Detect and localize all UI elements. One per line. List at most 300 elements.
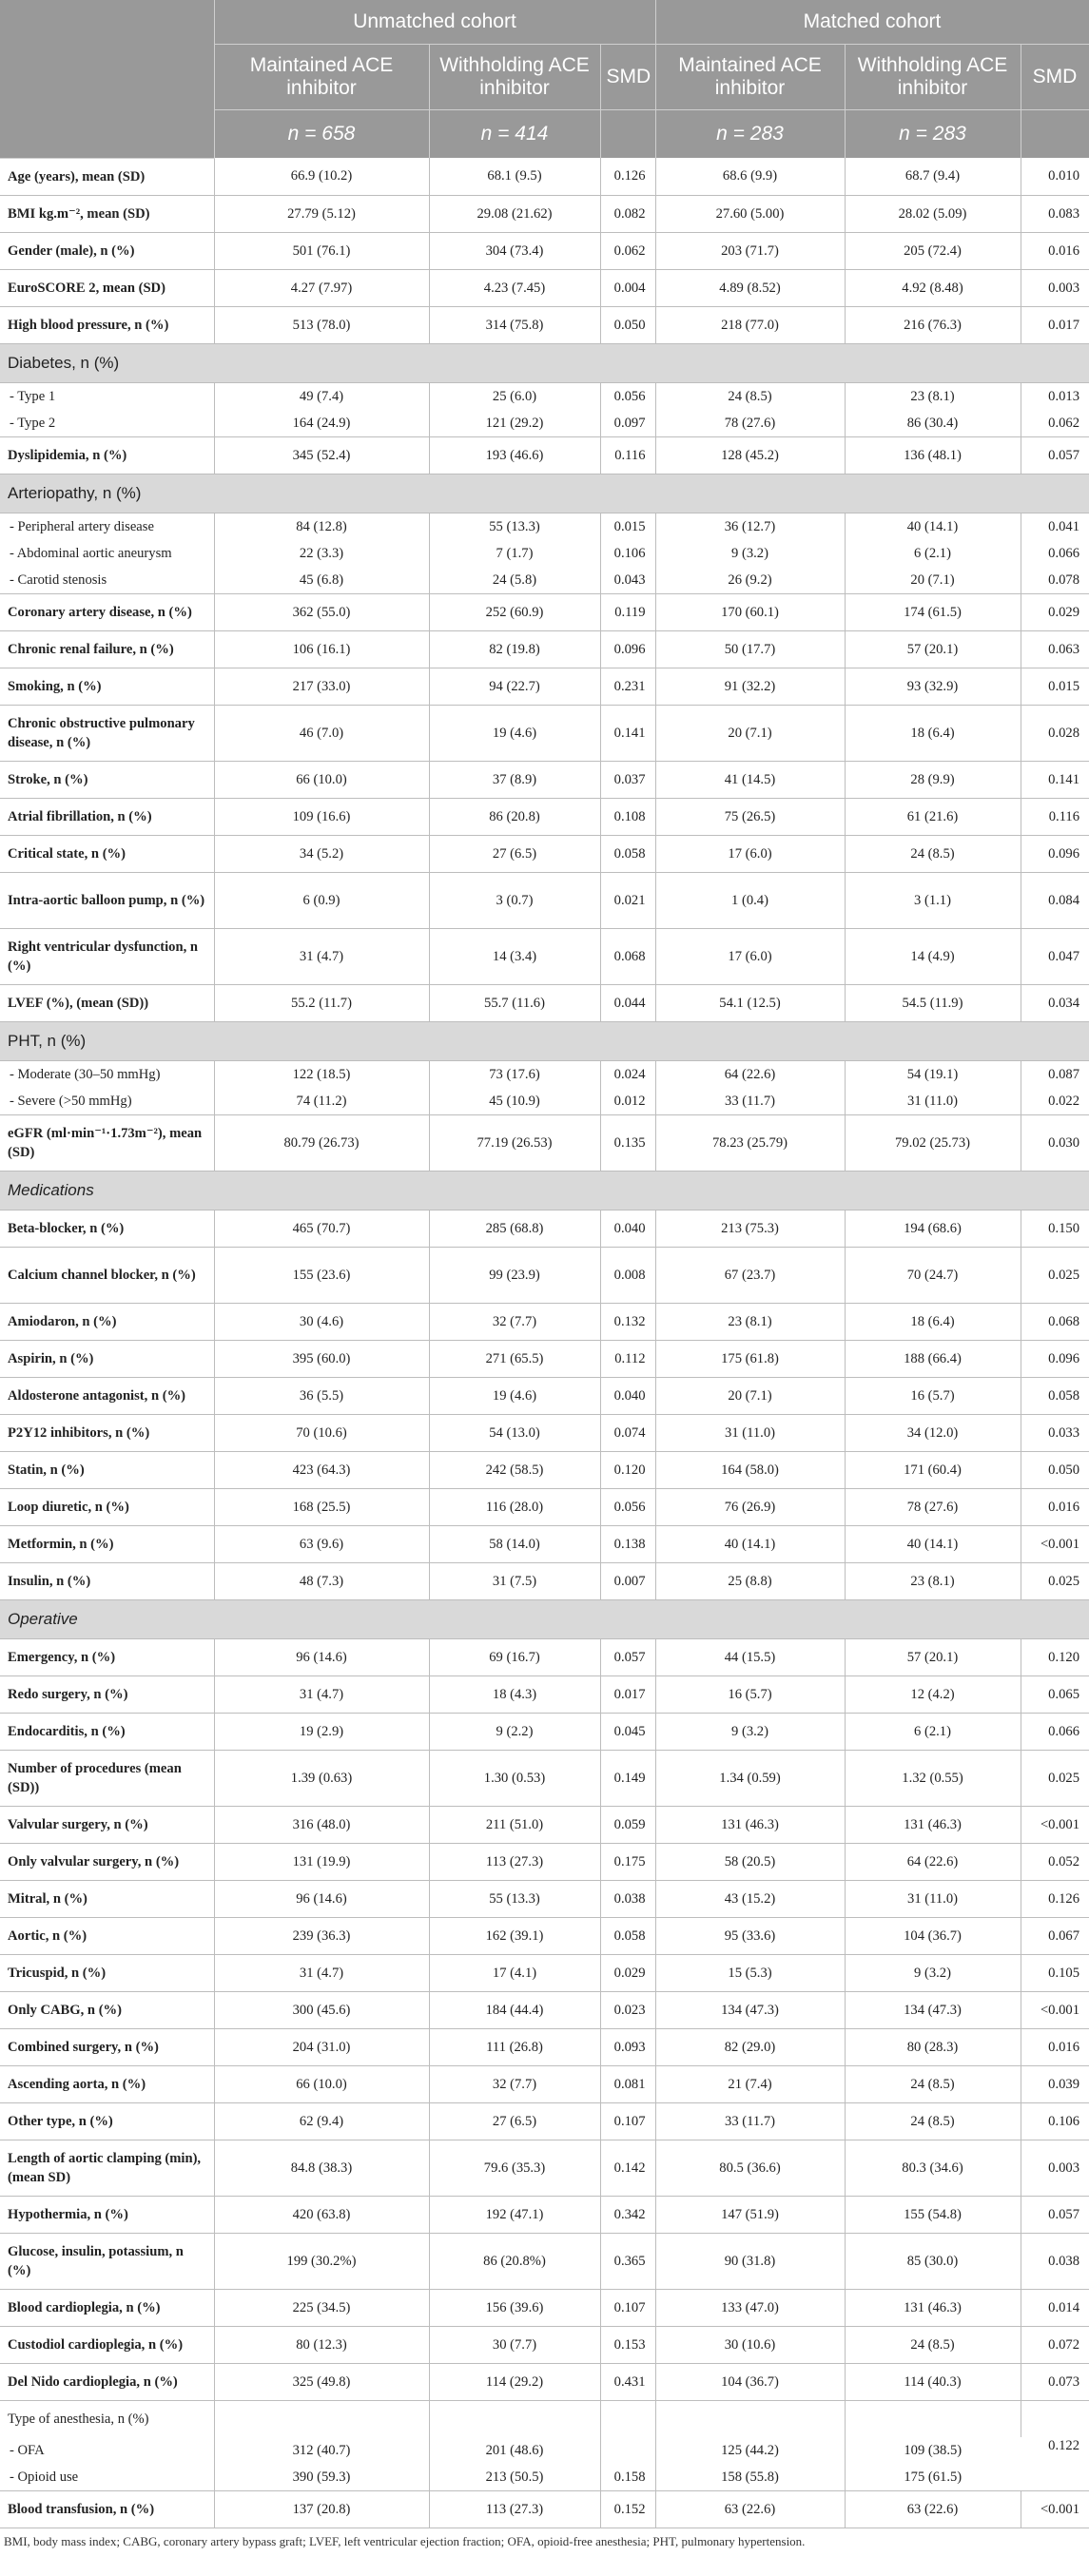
unmatched-smd-value: 0.062 <box>600 232 655 269</box>
matched-maintained-value: 33 (11.7) <box>655 2102 845 2140</box>
unmatched-maintained-value: 36 (5.5) <box>214 1377 429 1414</box>
header-n-um-maintained: n = 658 <box>214 110 429 159</box>
matched-withholding-value: 194 (68.6) <box>845 1210 1021 1247</box>
table-row <box>0 1525 1089 1562</box>
matched-smd-value: 0.010 <box>1021 158 1089 195</box>
matched-maintained-value: 16 (5.7) <box>655 1675 845 1713</box>
subcategory-row <box>0 410 1089 437</box>
unmatched-smd-value: 0.024 <box>600 1060 655 1088</box>
matched-withholding-value: 28 (9.9) <box>845 761 1021 798</box>
matched-maintained-value: 78.23 (25.79) <box>655 1114 845 1171</box>
unmatched-withholding-value: 201 (48.6) <box>429 2437 600 2464</box>
matched-withholding-value: 24 (8.5) <box>845 2065 1021 2102</box>
matched-maintained-value: 128 (45.2) <box>655 436 845 474</box>
unmatched-maintained-value: 45 (6.8) <box>214 567 429 594</box>
row-label: Atrial fibrillation, n (%) <box>0 798 214 835</box>
matched-maintained-value: 104 (36.7) <box>655 2363 845 2400</box>
unmatched-withholding-value: 94 (22.7) <box>429 668 600 705</box>
unmatched-maintained-value: 316 (48.0) <box>214 1806 429 1843</box>
row-label: Only CABG, n (%) <box>0 1991 214 2028</box>
unmatched-smd-value: 0.021 <box>600 872 655 928</box>
unmatched-withholding-value: 55.7 (11.6) <box>429 984 600 1021</box>
row-label: Dyslipidemia, n (%) <box>0 436 214 474</box>
unmatched-maintained-value: 137 (20.8) <box>214 2490 429 2528</box>
unmatched-maintained-value: 109 (16.6) <box>214 798 429 835</box>
header-n-um-smd-blank <box>600 110 655 159</box>
matched-withholding-value: 61 (21.6) <box>845 798 1021 835</box>
table-row <box>0 668 1089 705</box>
matched-withholding-value: 174 (61.5) <box>845 593 1021 630</box>
unmatched-smd-value: 0.023 <box>600 1991 655 2028</box>
header-m-smd: SMD <box>1021 45 1089 110</box>
matched-maintained-value: 131 (46.3) <box>655 1806 845 1843</box>
matched-smd-value: 0.030 <box>1021 1114 1089 1171</box>
matched-maintained-value: 24 (8.5) <box>655 382 845 410</box>
matched-maintained-value: 170 (60.1) <box>655 593 845 630</box>
matched-maintained-value: 17 (6.0) <box>655 928 845 984</box>
header-m-maintained: Maintained ACE inhibitor <box>655 45 845 110</box>
table-row <box>0 2233 1089 2289</box>
subcategory-row <box>0 567 1089 594</box>
matched-smd-value: 0.126 <box>1021 1880 1089 1917</box>
matched-maintained-value: 133 (47.0) <box>655 2289 845 2326</box>
matched-smd-value: 0.022 <box>1021 1088 1089 1115</box>
unmatched-maintained-value: 70 (10.6) <box>214 1414 429 1451</box>
matched-withholding-value: 24 (8.5) <box>845 2326 1021 2363</box>
table-row <box>0 1638 1089 1675</box>
matched-withholding-value: 93 (32.9) <box>845 668 1021 705</box>
matched-maintained-value: 134 (47.3) <box>655 1991 845 2028</box>
unmatched-withholding-value: 211 (51.0) <box>429 1806 600 1843</box>
matched-smd-value: 0.041 <box>1048 518 1080 534</box>
matched-maintained-value: 63 (22.6) <box>655 2490 845 2528</box>
matched-withholding-value: 64 (22.6) <box>845 1843 1021 1880</box>
table-row <box>0 872 1089 928</box>
matched-smd-value: 0.025 <box>1021 1562 1089 1599</box>
unmatched-smd-value: 0.004 <box>600 269 655 306</box>
matched-withholding-value: 171 (60.4) <box>845 1451 1021 1488</box>
matched-withholding-value: 188 (66.4) <box>845 1340 1021 1377</box>
header-n-m-withholding: n = 283 <box>845 110 1021 159</box>
unmatched-maintained-value: 31 (4.7) <box>214 1675 429 1713</box>
row-label: - Type 1 <box>0 382 214 410</box>
unmatched-maintained-value: 362 (55.0) <box>214 593 429 630</box>
matched-withholding-value: 4.92 (8.48) <box>845 269 1021 306</box>
matched-smd-value: 0.141 <box>1021 761 1089 798</box>
matched-smd-value: 0.065 <box>1021 1675 1089 1713</box>
header-blank-cell <box>0 0 214 158</box>
table-row <box>0 928 1089 984</box>
header-matched-cohort: Matched cohort <box>655 0 1089 45</box>
header-unmatched-cohort: Unmatched cohort <box>214 0 655 45</box>
row-label: Statin, n (%) <box>0 1451 214 1488</box>
table-row <box>0 1713 1089 1750</box>
unmatched-maintained-value: 423 (64.3) <box>214 1451 429 1488</box>
unmatched-smd-value: 0.008 <box>600 1247 655 1303</box>
row-label: - Abdominal aortic aneurysm <box>0 540 214 567</box>
unmatched-maintained-value: 239 (36.3) <box>214 1917 429 1954</box>
matched-smd-value: 0.068 <box>1021 1303 1089 1340</box>
table-row <box>0 269 1089 306</box>
unmatched-maintained-value: 225 (34.5) <box>214 2289 429 2326</box>
matched-withholding-value: 24 (8.5) <box>845 2102 1021 2140</box>
matched-smd-value: 0.038 <box>1021 2233 1089 2289</box>
unmatched-smd-value: 0.068 <box>600 928 655 984</box>
table-row <box>0 2196 1089 2233</box>
row-label: Calcium channel blocker, n (%) <box>0 1247 214 1303</box>
row-label: Combined surgery, n (%) <box>0 2028 214 2065</box>
unmatched-maintained-value: 4.27 (7.97) <box>214 269 429 306</box>
matched-withholding-value: 131 (46.3) <box>845 2289 1021 2326</box>
unmatched-withholding-value: 27 (6.5) <box>429 835 600 872</box>
unmatched-smd-value: 0.096 <box>600 630 655 668</box>
unmatched-withholding-value: 32 (7.7) <box>429 1303 600 1340</box>
unmatched-maintained-value: 30 (4.6) <box>214 1303 429 1340</box>
unmatched-smd-value: 0.116 <box>600 436 655 474</box>
row-label: - Type 2 <box>0 410 214 437</box>
row-label: - Carotid stenosis <box>0 567 214 594</box>
unmatched-maintained-value: 49 (7.4) <box>214 382 429 410</box>
row-label: Only valvular surgery, n (%) <box>0 1843 214 1880</box>
matched-smd-value: 0.066 <box>1021 1713 1089 1750</box>
unmatched-smd-value: 0.175 <box>600 1843 655 1880</box>
unmatched-smd-value: 0.135 <box>600 1114 655 1171</box>
matched-withholding-value: 80 (28.3) <box>845 2028 1021 2065</box>
matched-withholding-value: 57 (20.1) <box>845 1638 1021 1675</box>
matched-maintained-value: 147 (51.9) <box>655 2196 845 2233</box>
row-label: Tricuspid, n (%) <box>0 1954 214 1991</box>
unmatched-smd-value: 0.112 <box>600 1340 655 1377</box>
matched-withholding-value: 78 (27.6) <box>845 1488 1021 1525</box>
table-row <box>0 232 1089 269</box>
matched-maintained-value: 25 (8.8) <box>655 1562 845 1599</box>
unmatched-maintained-value: 465 (70.7) <box>214 1210 429 1247</box>
matched-smd-value: 0.034 <box>1021 984 1089 1021</box>
table-row <box>0 593 1089 630</box>
unmatched-smd-value: 0.097 <box>600 410 655 437</box>
unmatched-withholding-value: 37 (8.9) <box>429 761 600 798</box>
unmatched-withholding-value: 162 (39.1) <box>429 1917 600 1954</box>
unmatched-smd-value: 0.081 <box>600 2065 655 2102</box>
matched-withholding-value: 40 (14.1) <box>845 1525 1021 1562</box>
unmatched-withholding-value: 3 (0.7) <box>429 872 600 928</box>
matched-maintained-value: 4.89 (8.52) <box>655 269 845 306</box>
unmatched-withholding-value: 121 (29.2) <box>429 410 600 437</box>
unmatched-withholding-value: 31 (7.5) <box>429 1562 600 1599</box>
matched-withholding-value: 6 (2.1) <box>845 540 1021 567</box>
matched-maintained-value: 26 (9.2) <box>655 567 845 594</box>
matched-maintained-value: 33 (11.7) <box>655 1088 845 1115</box>
empty-cell <box>845 2400 1021 2437</box>
unmatched-withholding-value: 55 (13.3) <box>429 513 600 540</box>
matched-smd-value: 0.029 <box>1021 593 1089 630</box>
matched-maintained-value: 76 (26.9) <box>655 1488 845 1525</box>
matched-maintained-value: 58 (20.5) <box>655 1843 845 1880</box>
unmatched-smd-value: 0.108 <box>600 798 655 835</box>
row-label: Length of aortic clamping (min), (mean SD) <box>0 2140 214 2196</box>
table-row <box>0 1750 1089 1806</box>
row-label: Coronary artery disease, n (%) <box>0 593 214 630</box>
row-label: Del Nido cardioplegia, n (%) <box>0 2363 214 2400</box>
empty-cell <box>600 2400 655 2437</box>
section-header-label: Operative <box>0 1599 1089 1638</box>
row-label: Loop diuretic, n (%) <box>0 1488 214 1525</box>
unmatched-maintained-value: 300 (45.6) <box>214 1991 429 2028</box>
row-label: Amiodaron, n (%) <box>0 1303 214 1340</box>
matched-maintained-value: 82 (29.0) <box>655 2028 845 2065</box>
matched-maintained-value: 95 (33.6) <box>655 1917 845 1954</box>
matched-maintained-value: 158 (55.8) <box>655 2464 845 2491</box>
matched-maintained-value: 9 (3.2) <box>655 540 845 567</box>
unmatched-withholding-value: 24 (5.8) <box>429 567 600 594</box>
table-row <box>0 984 1089 1021</box>
table-row <box>0 1843 1089 1880</box>
unmatched-maintained-value: 66.9 (10.2) <box>214 158 429 195</box>
matched-maintained-value: 175 (61.8) <box>655 1340 845 1377</box>
unmatched-withholding-value: 314 (75.8) <box>429 306 600 343</box>
table-row <box>0 1917 1089 1954</box>
row-label: Insulin, n (%) <box>0 1562 214 1599</box>
matched-smd-value: 0.084 <box>1021 872 1089 928</box>
unmatched-withholding-value: 213 (50.5) <box>429 2464 600 2491</box>
unmatched-smd-value: 0.044 <box>600 984 655 1021</box>
unmatched-smd-value: 0.126 <box>600 158 655 195</box>
unmatched-smd-value: 0.152 <box>600 2490 655 2528</box>
section-header-row <box>0 1599 1089 1638</box>
unmatched-withholding-value: 156 (39.6) <box>429 2289 600 2326</box>
matched-withholding-value: 9 (3.2) <box>845 1954 1021 1991</box>
matched-withholding-value: 131 (46.3) <box>845 1806 1021 1843</box>
unmatched-withholding-value: 30 (7.7) <box>429 2326 600 2363</box>
unmatched-maintained-value: 63 (9.6) <box>214 1525 429 1562</box>
empty-cell <box>214 2400 429 2437</box>
matched-smd-value: 0.017 <box>1021 306 1089 343</box>
unmatched-smd-value: 0.365 <box>600 2233 655 2289</box>
row-label: Valvular surgery, n (%) <box>0 1806 214 1843</box>
unmatched-maintained-value: 312 (40.7) <box>214 2437 429 2464</box>
unmatched-maintained-value: 96 (14.6) <box>214 1638 429 1675</box>
row-label: eGFR (ml·min⁻¹·1.73m⁻²), mean (SD) <box>0 1114 214 1171</box>
unmatched-withholding-value: 192 (47.1) <box>429 2196 600 2233</box>
matched-withholding-value: 3 (1.1) <box>845 872 1021 928</box>
row-label: Metformin, n (%) <box>0 1525 214 1562</box>
row-label: Number of procedures (mean (SD)) <box>0 1750 214 1806</box>
unmatched-smd-value: 0.082 <box>600 195 655 232</box>
matched-maintained-value: 50 (17.7) <box>655 630 845 668</box>
matched-maintained-value: 1.34 (0.59) <box>655 1750 845 1806</box>
matched-smd-value: 0.014 <box>1021 2289 1089 2326</box>
unmatched-withholding-value: 116 (28.0) <box>429 1488 600 1525</box>
table-row <box>0 2028 1089 2065</box>
matched-smd-value: 0.087 <box>1048 1066 1080 1082</box>
unmatched-withholding-value: 271 (65.5) <box>429 1340 600 1377</box>
unmatched-withholding-value: 113 (27.3) <box>429 1843 600 1880</box>
matched-withholding-value: 18 (6.4) <box>845 1303 1021 1340</box>
unmatched-withholding-value: 304 (73.4) <box>429 232 600 269</box>
matched-maintained-value: 203 (71.7) <box>655 232 845 269</box>
unmatched-maintained-value: 34 (5.2) <box>214 835 429 872</box>
unmatched-smd-value: 0.056 <box>600 382 655 410</box>
table-body <box>0 158 1089 2528</box>
matched-smd-value: 0.013 <box>1048 388 1080 404</box>
unmatched-maintained-value: 84 (12.8) <box>214 513 429 540</box>
matched-smd-value: 0.003 <box>1021 2140 1089 2196</box>
matched-withholding-value: 134 (47.3) <box>845 1991 1021 2028</box>
table-row <box>0 2102 1089 2140</box>
row-label: Redo surgery, n (%) <box>0 1675 214 1713</box>
table-row <box>0 306 1089 343</box>
row-label: Aspirin, n (%) <box>0 1340 214 1377</box>
matched-smd-value: <0.001 <box>1021 1806 1089 1843</box>
matched-maintained-value: 15 (5.3) <box>655 1954 845 1991</box>
table-row <box>0 2363 1089 2400</box>
matched-smd-value: 0.033 <box>1021 1414 1089 1451</box>
matched-withholding-value: 63 (22.6) <box>845 2490 1021 2528</box>
matched-smd-value: 0.120 <box>1021 1638 1089 1675</box>
matched-maintained-value: 1 (0.4) <box>655 872 845 928</box>
unmatched-maintained-value: 164 (24.9) <box>214 410 429 437</box>
empty-cell <box>655 2400 845 2437</box>
section-header-label: Arteriopathy, n (%) <box>0 474 1089 513</box>
unmatched-smd-value: 0.015 <box>600 513 655 540</box>
unmatched-maintained-value: 48 (7.3) <box>214 1562 429 1599</box>
unmatched-smd-value: 0.058 <box>600 1917 655 1954</box>
unmatched-smd-value: 0.074 <box>600 1414 655 1451</box>
table-row <box>0 158 1089 195</box>
table-row <box>0 630 1089 668</box>
matched-smd-value: 0.025 <box>1021 1247 1089 1303</box>
matched-maintained-value: 218 (77.0) <box>655 306 845 343</box>
table-row <box>0 1340 1089 1377</box>
unmatched-withholding-value: 29.08 (21.62) <box>429 195 600 232</box>
matched-maintained-value: 78 (27.6) <box>655 410 845 437</box>
table-row <box>0 1880 1089 1917</box>
unmatched-maintained-value: 168 (25.5) <box>214 1488 429 1525</box>
unmatched-smd-value: 0.342 <box>600 2196 655 2233</box>
unmatched-withholding-value: 69 (16.7) <box>429 1638 600 1675</box>
row-label: Critical state, n (%) <box>0 835 214 872</box>
matched-smd-value: 0.096 <box>1021 835 1089 872</box>
matched-withholding-value: 31 (11.0) <box>845 1880 1021 1917</box>
unmatched-withholding-value: 18 (4.3) <box>429 1675 600 1713</box>
row-label: Right ventricular dysfunction, n (%) <box>0 928 214 984</box>
unmatched-withholding-value: 54 (13.0) <box>429 1414 600 1451</box>
unmatched-maintained-value: 390 (59.3) <box>214 2464 429 2491</box>
section-header-row <box>0 1021 1089 1060</box>
table-footnote: BMI, body mass index; CABG, coronary artery bypass graft; LVEF, left ventricular ejection fraction; OFA, opioid-free anesthesia; PHT, pulmonary hypertension. <box>4 2533 806 2548</box>
matched-withholding-value: 16 (5.7) <box>845 1377 1021 1414</box>
subcategory-row <box>0 1060 1089 1088</box>
row-label: - Moderate (30–50 mmHg) <box>0 1060 214 1088</box>
unmatched-withholding-value: 32 (7.7) <box>429 2065 600 2102</box>
matched-withholding-value: 24 (8.5) <box>845 835 1021 872</box>
unmatched-withholding-value: 19 (4.6) <box>429 1377 600 1414</box>
row-label: Aldosterone antagonist, n (%) <box>0 1377 214 1414</box>
matched-smd-value: 0.057 <box>1021 436 1089 474</box>
matched-maintained-value: 41 (14.5) <box>655 761 845 798</box>
matched-smd-value: <0.001 <box>1021 1991 1089 2028</box>
matched-maintained-value: 91 (32.2) <box>655 668 845 705</box>
matched-smd-value: 0.052 <box>1021 1843 1089 1880</box>
matched-smd-value: 0.105 <box>1021 1954 1089 1991</box>
unmatched-maintained-value: 6 (0.9) <box>214 872 429 928</box>
unmatched-maintained-value: 27.79 (5.12) <box>214 195 429 232</box>
unmatched-withholding-value: 45 (10.9) <box>429 1088 600 1115</box>
matched-withholding-value: 175 (61.5) <box>845 2464 1021 2491</box>
matched-smd-value: 0.016 <box>1021 232 1089 269</box>
matched-smd-value: 0.016 <box>1021 1488 1089 1525</box>
row-label: Smoking, n (%) <box>0 668 214 705</box>
subcategory-row <box>0 382 1089 410</box>
matched-maintained-value: 9 (3.2) <box>655 1713 845 1750</box>
matched-smd-value: 0.039 <box>1021 2065 1089 2102</box>
unmatched-smd-value: 0.017 <box>600 1675 655 1713</box>
matched-withholding-value: 205 (72.4) <box>845 232 1021 269</box>
unmatched-withholding-value: 19 (4.6) <box>429 705 600 761</box>
section-header-label: PHT, n (%) <box>0 1021 1089 1060</box>
unmatched-smd-value: 0.058 <box>600 835 655 872</box>
table-row <box>0 1414 1089 1451</box>
matched-withholding-value: 86 (30.4) <box>845 410 1021 437</box>
matched-maintained-value: 40 (14.1) <box>655 1525 845 1562</box>
row-label: Glucose, insulin, potassium, n (%) <box>0 2233 214 2289</box>
matched-withholding-value: 18 (6.4) <box>845 705 1021 761</box>
matched-withholding-value: 155 (54.8) <box>845 2196 1021 2233</box>
matched-smd-value: 0.078 <box>1021 567 1089 594</box>
unmatched-smd-value: 0.231 <box>600 668 655 705</box>
unmatched-smd-value: 0.153 <box>600 2326 655 2363</box>
row-label: Gender (male), n (%) <box>0 232 214 269</box>
matched-withholding-value: 80.3 (34.6) <box>845 2140 1021 2196</box>
matched-withholding-value: 57 (20.1) <box>845 630 1021 668</box>
unmatched-withholding-value: 113 (27.3) <box>429 2490 600 2528</box>
row-label: P2Y12 inhibitors, n (%) <box>0 1414 214 1451</box>
matched-smd-value: 0.066 <box>1048 545 1080 561</box>
unmatched-smd-value: 0.038 <box>600 1880 655 1917</box>
matched-smd-value: 0.063 <box>1021 630 1089 668</box>
table-row <box>0 2490 1089 2528</box>
header-um-maintained: Maintained ACE inhibitor <box>214 45 429 110</box>
matched-maintained-value: 36 (12.7) <box>655 513 845 540</box>
matched-maintained-value: 164 (58.0) <box>655 1451 845 1488</box>
matched-maintained-value: 20 (7.1) <box>655 1377 845 1414</box>
unmatched-smd-value: 0.040 <box>600 1210 655 1247</box>
matched-smd-value: 0.083 <box>1021 195 1089 232</box>
matched-withholding-value: 28.02 (5.09) <box>845 195 1021 232</box>
unmatched-smd-value: 0.431 <box>600 2363 655 2400</box>
table-row <box>0 2140 1089 2196</box>
unmatched-maintained-value: 131 (19.9) <box>214 1843 429 1880</box>
row-label: Beta-blocker, n (%) <box>0 1210 214 1247</box>
header-n-um-withholding: n = 414 <box>429 110 600 159</box>
row-label: Hypothermia, n (%) <box>0 2196 214 2233</box>
unmatched-maintained-value: 66 (10.0) <box>214 2065 429 2102</box>
table-row <box>0 1451 1089 1488</box>
unmatched-smd-value: 0.142 <box>600 2140 655 2196</box>
unmatched-maintained-value: 31 (4.7) <box>214 928 429 984</box>
unmatched-withholding-value: 99 (23.9) <box>429 1247 600 1303</box>
row-label: Mitral, n (%) <box>0 1880 214 1917</box>
unmatched-withholding-value: 86 (20.8) <box>429 798 600 835</box>
unmatched-smd-value: 0.050 <box>600 306 655 343</box>
header-um-withholding: Withholding ACE inhibitor <box>429 45 600 110</box>
matched-smd-value: 0.015 <box>1021 668 1089 705</box>
row-label: Custodiol cardioplegia, n (%) <box>0 2326 214 2363</box>
matched-maintained-value: 125 (44.2) <box>655 2437 845 2464</box>
matched-smd-value: 0.058 <box>1021 1377 1089 1414</box>
matched-withholding-value: 136 (48.1) <box>845 436 1021 474</box>
unmatched-withholding-value: 17 (4.1) <box>429 1954 600 1991</box>
